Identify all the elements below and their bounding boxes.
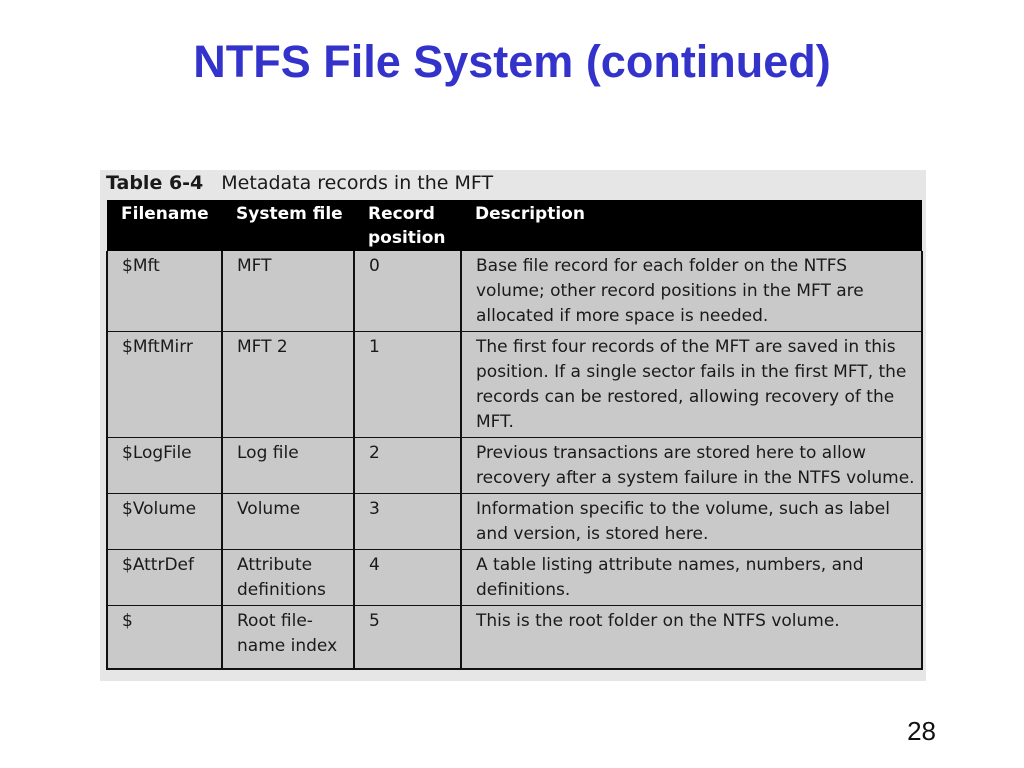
table-row — [107, 494, 922, 550]
table-row — [107, 251, 922, 332]
cell-filename: $AttrDef — [107, 550, 222, 606]
slide-title: NTFS File System (continued) — [193, 36, 831, 87]
cell-system-file: Root file-name index — [222, 606, 354, 670]
cell-record-position: 5 — [354, 606, 461, 670]
cell-description: The first four records of the MFT are saved in this position. If a single sector fails in the first MFT, the records can be restored, allowing recovery of the MFT. — [461, 332, 922, 438]
cell-system-file: Volume — [222, 494, 354, 550]
cell-record-position: 4 — [354, 550, 461, 606]
cell-record-position: 3 — [354, 494, 461, 550]
cell-description: This is the root folder on the NTFS volume. — [461, 606, 922, 670]
cell-record-position: 2 — [354, 438, 461, 494]
table-row — [107, 438, 922, 494]
header-description: Description — [461, 200, 922, 251]
cell-system-file: Attribute definitions — [222, 550, 354, 606]
cell-description: Information specific to the volume, such as label and version, is stored here. — [461, 494, 922, 550]
page-number: 28 — [907, 716, 936, 746]
table-row — [107, 332, 922, 438]
table-header-row — [107, 200, 922, 251]
table-figure — [100, 170, 926, 681]
cell-system-file: MFT 2 — [222, 332, 354, 438]
cell-filename: $Mft — [107, 251, 222, 332]
cell-description: Previous transactions are stored here to allow recovery after a system failure in the NTFS volume. — [461, 438, 922, 494]
table-row — [107, 606, 922, 670]
cell-filename: $LogFile — [107, 438, 222, 494]
table-caption-text: Metadata records in the MFT — [221, 172, 494, 194]
mft-metadata-table — [106, 200, 923, 670]
table-row — [107, 550, 922, 606]
cell-filename: $MftMirr — [107, 332, 222, 438]
cell-filename: $Volume — [107, 494, 222, 550]
table-caption-number: Table 6-4 — [106, 172, 204, 194]
cell-filename: $ — [107, 606, 222, 670]
header-system-file: System file — [222, 200, 354, 251]
cell-system-file: Log file — [222, 438, 354, 494]
cell-system-file: MFT — [222, 251, 354, 332]
header-filename: Filename — [107, 200, 222, 251]
cell-description: A table listing attribute names, numbers, and definitions. — [461, 550, 922, 606]
cell-record-position: 1 — [354, 332, 461, 438]
cell-description: Base file record for each folder on the NTFS volume; other record positions in the MFT are allocated if more space is needed. — [461, 251, 922, 332]
table-caption — [106, 170, 493, 198]
header-record-position: Record position — [354, 200, 461, 251]
cell-record-position: 0 — [354, 251, 461, 332]
